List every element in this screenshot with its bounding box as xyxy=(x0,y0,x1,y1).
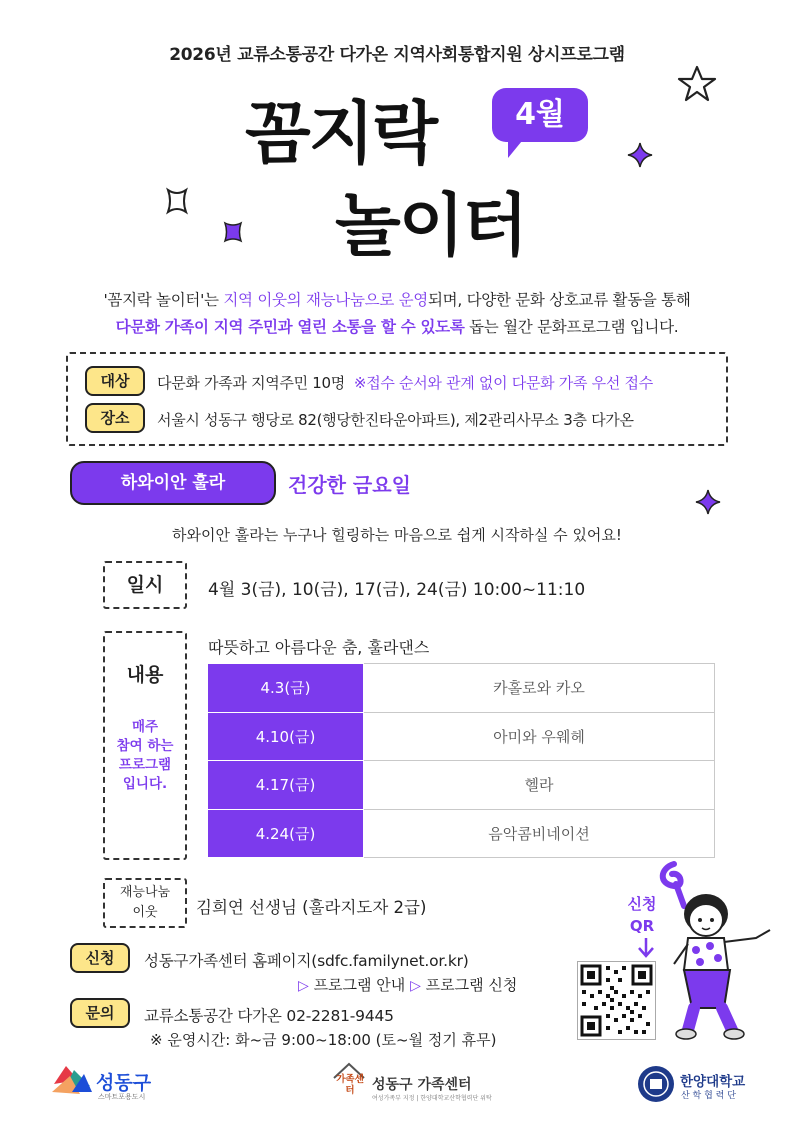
sparkle-purple-small-icon xyxy=(220,219,246,245)
schedule-song: 카홀로와 카오 xyxy=(364,664,715,713)
info-box xyxy=(66,352,728,446)
schedule-song: 음악콤비네이션 xyxy=(364,809,715,858)
intro-highlight: 지역 이웃의 재능나눔으로 운영 xyxy=(223,291,428,309)
target-note: ※접수 순서와 관계 없이 다문화 가족 우선 접수 xyxy=(353,374,653,392)
sparkle-purple-icon xyxy=(626,141,654,169)
title-line-1: 꼼지락 xyxy=(245,95,437,174)
content-label: 내용 xyxy=(126,664,164,686)
content-note xyxy=(103,718,187,794)
intro-line-1 xyxy=(0,288,794,310)
intro-text: 돕는 월간 문화프로그램 입니다. xyxy=(464,318,679,336)
program-description: 하와이안 훌라는 누구나 힐링하는 마음으로 쉽게 시작하실 수 있어요! xyxy=(172,526,622,544)
schedule-song: 헬라 xyxy=(364,761,715,810)
seongdong-logo-sub: 스마트포용도시 xyxy=(98,1093,146,1101)
hanyang-logo-text: 한양대학교 xyxy=(680,1074,746,1090)
target-text: 다문화 가족과 지역주민 10명 xyxy=(157,374,345,392)
talent-text: 김희연 선생님 (훌라지도자 2급) xyxy=(196,898,427,917)
content-title: 따뜻하고 아름다운 춤, 훌라댄스 xyxy=(208,638,430,657)
program-info-link[interactable]: 프로그램 안내 xyxy=(313,976,406,994)
content-note-line: 참여 하는 xyxy=(116,738,174,754)
schedule-date: 4.17(금) xyxy=(208,761,364,810)
schedule-table xyxy=(207,663,715,858)
month-badge: 4월 xyxy=(492,88,588,142)
date-label: 일시 xyxy=(103,561,187,609)
table-row xyxy=(208,809,715,858)
apply-tag: 신청 xyxy=(70,943,130,973)
program-name-pill: 하와이안 훌라 xyxy=(70,461,276,505)
hanyang-seal-icon xyxy=(636,1064,676,1104)
hula-dancer-illustration xyxy=(644,858,776,1042)
content-note-line: 프로그램 xyxy=(118,757,172,773)
talent-label-line: 재능나눔 xyxy=(119,885,171,900)
qr-label-line: 신청 xyxy=(627,895,657,913)
schedule-date: 4.10(금) xyxy=(208,712,364,761)
contact-tag: 문의 xyxy=(70,998,130,1028)
family-center-mark: 가족센터 xyxy=(336,1074,364,1096)
sparkle-purple-right-icon xyxy=(694,488,722,516)
schedule-song: 아미와 우웨헤 xyxy=(364,712,715,761)
apply-text: 성동구가족센터 홈페이지(sdfc.familynet.or.kr) xyxy=(144,952,469,970)
program-series-title: 2026년 교류소통공간 다가온 지역사회통합지원 상시프로그램 xyxy=(169,45,625,65)
hanyang-logo-sub: 산 학 협 력 단 xyxy=(681,1091,736,1101)
content-note-line: 입니다. xyxy=(122,776,168,792)
target-row xyxy=(157,372,653,393)
hours-text: ※ 운영시간: 화~금 9:00~18:00 (토~월 정기 휴무) xyxy=(150,1031,497,1049)
triangle-right-icon: ▷ xyxy=(298,978,309,994)
seongdong-logo-text: 성동구 xyxy=(96,1072,152,1094)
talent-label xyxy=(103,878,187,928)
place-tag: 장소 xyxy=(85,403,145,433)
talent-label-line: 이웃 xyxy=(132,905,158,920)
title-line-2: 놀이터 xyxy=(335,187,527,266)
intro-highlight: 다문화 가족이 지역 주민과 열린 소통을 할 수 있도록 xyxy=(115,318,465,336)
date-text: 4월 3(금), 10(금), 17(금), 24(금) 10:00~11:10 xyxy=(208,580,586,600)
family-center-logo-sub: 여성가족부 지정 | 한양대학교산학협력단 위탁 xyxy=(372,1095,492,1102)
place-text: 서울시 성동구 행당로 82(행당한진타운아파트), 제2관리사무소 3층 다가온 xyxy=(157,411,634,429)
family-center-logo-text: 성동구 가족센터 xyxy=(372,1077,472,1093)
apply-links xyxy=(298,974,517,995)
content-note-line: 매주 xyxy=(131,719,159,735)
contact-text: 교류소통공간 다가온 02-2281-9445 xyxy=(144,1007,394,1025)
schedule-date: 4.24(금) xyxy=(208,809,364,858)
program-apply-link[interactable]: 프로그램 신청 xyxy=(425,976,518,994)
program-subtitle: 건강한 금요일 xyxy=(288,473,411,497)
intro-line-2 xyxy=(0,315,794,337)
intro-text: 되며, 다양한 문화 상호교류 활동을 통해 xyxy=(427,291,691,309)
triangle-right-icon: ▷ xyxy=(410,978,421,994)
target-tag: 대상 xyxy=(85,366,145,396)
qr-label-line: QR xyxy=(629,917,655,935)
seongdong-logo-icon xyxy=(50,1062,94,1096)
sparkle-outline-icon xyxy=(162,186,192,216)
schedule-date: 4.3(금) xyxy=(208,664,364,713)
star-outline-icon xyxy=(676,64,718,104)
table-row xyxy=(208,664,715,713)
table-row xyxy=(208,761,715,810)
table-row xyxy=(208,712,715,761)
intro-text: '꼼지락 놀이터'는 xyxy=(103,291,224,309)
